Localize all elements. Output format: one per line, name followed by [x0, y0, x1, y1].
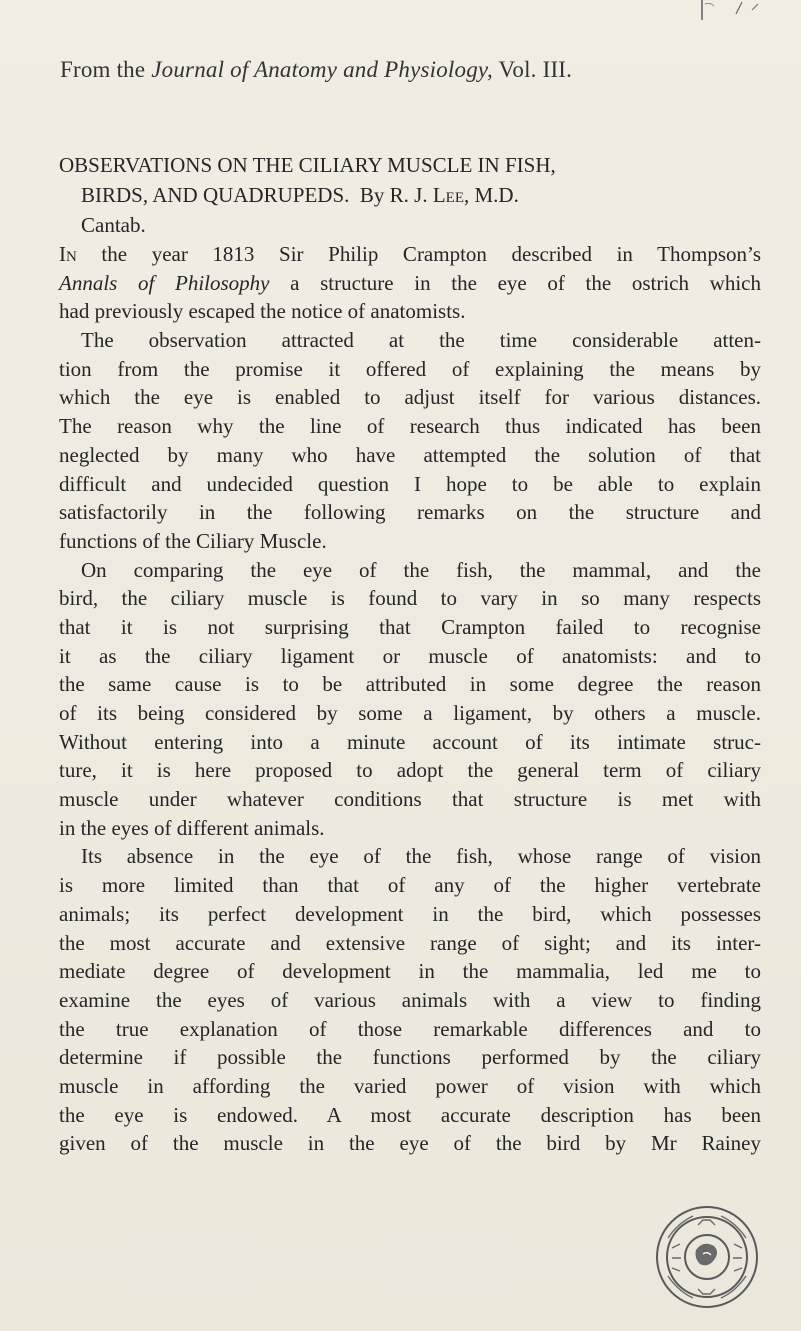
body-line-text: Its absence in the eye of the fish, whose range of vision	[81, 844, 761, 869]
body-line	[59, 670, 761, 699]
body-line	[59, 785, 761, 814]
body-line-text: Without entering into a minute account of its intimate struc-	[59, 729, 761, 754]
body-line-text: neglected by many who have attempted the solution of that	[59, 442, 761, 467]
body-line-text: the same cause is to be attributed in some degree the reason	[59, 672, 761, 697]
body-line-text: tion from the promise it offered of explaining the means by	[59, 356, 761, 381]
title-line-1: OBSERVATIONS ON THE CILIARY MUSCLE IN FISH,	[59, 153, 556, 177]
body-line	[59, 1072, 761, 1101]
body-line-text: is more limited than that of any of the higher vertebrate	[59, 873, 761, 898]
body-line-text: the year 1813 Sir Philip Crampton described in Thompson’s	[76, 242, 761, 266]
article-title	[59, 150, 761, 240]
body-line	[59, 842, 761, 871]
body-line	[59, 240, 761, 269]
body-line-text: ture, it is here proposed to adopt the general term of ciliary	[59, 758, 761, 783]
source-citation	[60, 57, 760, 83]
body-line	[59, 326, 761, 355]
body-line-text: the most accurate and extensive range of sight; and its inter-	[59, 930, 761, 955]
body-line-text: had previously escaped the notice of anatomists.	[59, 299, 466, 324]
body-line	[59, 1129, 761, 1158]
body-line	[59, 642, 761, 671]
body-line	[59, 355, 761, 384]
title-subjects: BIRDS, AND QUADRUPEDS.	[81, 183, 350, 207]
body-line	[59, 613, 761, 642]
body-line	[59, 297, 761, 326]
body-line	[59, 957, 761, 986]
body-line-text: a structure in the eye of the ostrich which	[269, 270, 761, 295]
body-line-text: muscle in affording the varied power of vision with which	[59, 1073, 761, 1098]
body-line-text: determine if possible the functions performed by the ciliary	[59, 1045, 761, 1070]
body-line	[59, 383, 761, 412]
author-by: By R. J.	[359, 183, 433, 207]
body-line-text: satisfactorily in the following remarks on the structure and	[59, 500, 761, 525]
body-line-text: mediate degree of development in the mammalia, led me to	[59, 959, 761, 984]
title-line-3: Cantab.	[81, 213, 146, 237]
body-line	[59, 986, 761, 1015]
body-line-text: the true explanation of those remarkable differences and to	[59, 1016, 761, 1041]
body-line-text: in the eyes of different animals.	[59, 815, 325, 840]
body-line	[59, 814, 761, 843]
author-degree: , M.D.	[463, 183, 519, 207]
body-line-text: muscle under whatever conditions that structure is met with	[59, 787, 761, 812]
body-line-text: of its being considered by some a ligament, by others a muscle.	[59, 701, 761, 725]
body-line	[59, 1043, 761, 1072]
body-line-text: difficult and undecided question I hope to be able to explain	[59, 471, 761, 496]
body-line-text: which the eye is enabled to adjust itself for various distances.	[59, 385, 761, 410]
body-line	[59, 556, 761, 585]
body-line-text: functions of the Ciliary Muscle.	[59, 528, 327, 553]
body-line-text: On comparing the eye of the fish, the mammal, and the	[81, 557, 761, 582]
body-line	[59, 929, 761, 958]
source-suffix: Vol. III.	[493, 57, 573, 82]
source-journal: Journal of Anatomy and Physiology,	[151, 57, 494, 82]
body-line	[59, 498, 761, 527]
body-line	[59, 412, 761, 441]
body-line-text: it as the ciliary ligament or muscle of anatomists: and to	[59, 643, 761, 668]
body-line	[59, 756, 761, 785]
corner-pencil-mark	[692, 0, 764, 22]
body-line-text: The observation attracted at the time considerable atten-	[81, 328, 761, 353]
body-line	[59, 470, 761, 499]
drop-word: In	[59, 242, 77, 266]
source-prefix: From the	[60, 57, 152, 82]
article-body	[59, 240, 761, 1158]
body-line	[59, 699, 761, 728]
body-line-text: the eye is endowed. A most accurate description has been	[59, 1102, 761, 1127]
library-stamp-icon	[648, 1198, 766, 1316]
body-line	[59, 900, 761, 929]
body-line	[59, 871, 761, 900]
body-line-text: that it is not surprising that Crampton failed to recognise	[59, 614, 761, 639]
body-line	[59, 1101, 761, 1130]
body-line	[59, 1015, 761, 1044]
body-line-text: bird, the ciliary muscle is found to vary in so many respects	[59, 586, 761, 611]
body-line	[59, 728, 761, 757]
body-line-text: The reason why the line of research thus indicated has been	[59, 414, 761, 439]
author-name: Lee	[432, 183, 464, 207]
italic-title: Annals of Philosophy	[59, 270, 270, 295]
body-line	[59, 527, 761, 556]
body-line	[59, 269, 761, 298]
body-line	[59, 441, 761, 470]
body-line-text: examine the eyes of various animals with a view to finding	[59, 987, 761, 1012]
title-line-2	[59, 180, 761, 210]
body-line-text: given of the muscle in the eye of the bird by Mr Rainey	[59, 1131, 761, 1156]
body-line-text: animals; its perfect development in the bird, which possesses	[59, 901, 761, 926]
body-line	[59, 584, 761, 613]
